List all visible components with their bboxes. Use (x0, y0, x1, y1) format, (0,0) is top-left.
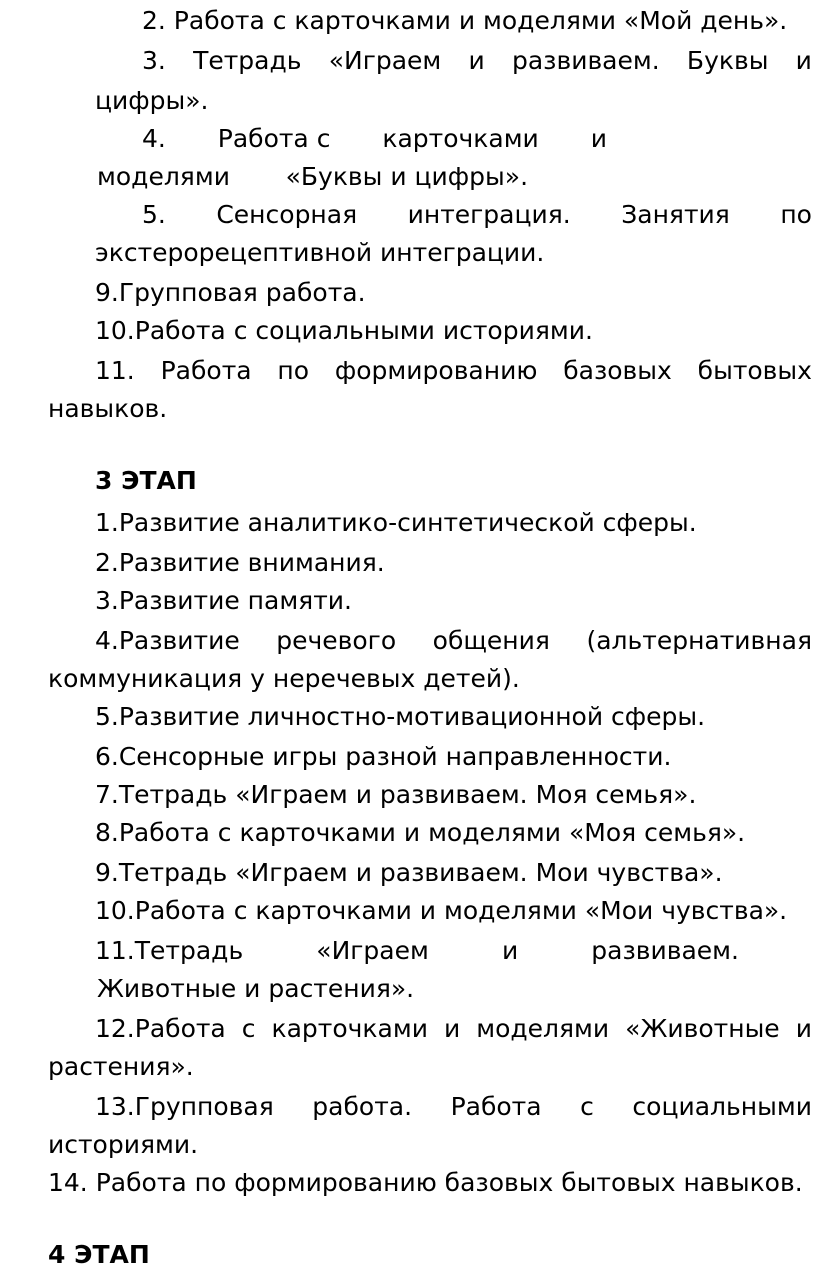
stage3-item-5: 5.Развитие личностно-мотивационной сферы. (95, 702, 706, 731)
stage2-item-5-line-2: экстерорецептивной интеграции. (95, 238, 545, 267)
word: и (795, 46, 812, 75)
word: карточками (271, 1014, 428, 1043)
word: работа. (312, 1092, 413, 1121)
stage3-item-6: 6.Сенсорные игры разной направленности. (95, 742, 672, 771)
word: 5. (142, 200, 166, 229)
word: и (468, 46, 485, 75)
word: 4. (142, 124, 166, 153)
word: «Играем (316, 936, 429, 965)
word: социальными (632, 1092, 812, 1121)
word: Занятия (621, 200, 730, 229)
word: Тетрадь (193, 46, 302, 75)
stage3-item-11-line-2: Животные и растения». (97, 974, 415, 1003)
word: развиваем. (591, 936, 739, 965)
stage2-item-10: 10.Работа с социальными историями. (95, 316, 593, 345)
word: 11.Тетрадь (95, 936, 244, 965)
word: по (277, 356, 310, 385)
stage3-item-12-line-2: растения». (48, 1052, 194, 1081)
word: развиваем. (511, 46, 660, 75)
stage3-item-4-line-1 (95, 624, 812, 658)
word: Работа (450, 1092, 542, 1121)
word: Буквы (686, 46, 769, 75)
word: Работа (160, 356, 252, 385)
stage2-item-4-line-1 (142, 122, 607, 156)
stage3-item-4-line-2: коммуникация у неречевых детей). (48, 664, 520, 693)
stage2-item-3-line-2: цифры». (95, 86, 209, 115)
stage3-item-13-line-2: историями. (48, 1130, 199, 1159)
word: по (780, 200, 812, 229)
word: 4.Развитие (95, 626, 240, 655)
stage3-item-9: 9.Тетрадь «Играем и развиваем. Мои чувства». (95, 858, 723, 887)
word: и (590, 124, 607, 153)
stage3-item-2: 2.Развитие внимания. (95, 548, 385, 577)
word: 3. (142, 46, 166, 75)
stage2-item-5-line-1 (142, 198, 812, 232)
word: общения (432, 626, 550, 655)
stage3-item-13-line-1 (95, 1090, 812, 1124)
stage3-item-12-line-1 (95, 1012, 812, 1046)
stage3-item-14: 14. Работа по формированию базовых бытовых навыков. (48, 1168, 803, 1197)
stage3-item-7: 7.Тетрадь «Играем и развиваем. Моя семья». (95, 780, 697, 809)
word: бытовых (697, 356, 812, 385)
stage2-item-9: 9.Групповая работа. (95, 278, 366, 307)
stage3-item-11-line-1 (95, 934, 739, 968)
stage2-item-11-line-2: навыков. (48, 394, 168, 423)
stage3-item-3: 3.Развитие памяти. (95, 586, 352, 615)
word: Работа с (217, 124, 331, 153)
word: «Животные (625, 1014, 780, 1043)
word: формированию (334, 356, 538, 385)
stage2-item-2: 2. Работа с карточками и моделями «Мой день». (142, 6, 788, 35)
word: 13.Групповая (95, 1092, 274, 1121)
word: интеграция. (407, 200, 571, 229)
stage3-heading: 3 ЭТАП (95, 466, 197, 495)
stage4-heading: 4 ЭТАП (48, 1240, 150, 1269)
word: и (443, 1014, 461, 1043)
word: с (580, 1092, 594, 1121)
word: 11. (95, 356, 135, 385)
stage2-item-11-line-1 (95, 354, 812, 388)
word: (альтернативная (586, 626, 812, 655)
word: с (241, 1014, 256, 1043)
stage3-item-10: 10.Работа с карточками и моделями «Мои чувства». (95, 896, 788, 925)
word: Сенсорная (216, 200, 358, 229)
stage2-item-4-line-2: моделями «Буквы и цифры». (97, 162, 529, 191)
word: моделями (476, 1014, 610, 1043)
word: речевого (276, 626, 397, 655)
word: карточками (382, 124, 539, 153)
stage3-item-1: 1.Развитие аналитико-синтетической сферы. (95, 508, 697, 537)
stage3-item-8: 8.Работа с карточками и моделями «Моя семья». (95, 818, 746, 847)
stage2-item-3-line-1 (142, 44, 812, 78)
word: и (501, 936, 519, 965)
word: «Играем (328, 46, 442, 75)
word: 12.Работа (95, 1014, 226, 1043)
word: и (795, 1014, 812, 1043)
word: базовых (563, 356, 672, 385)
